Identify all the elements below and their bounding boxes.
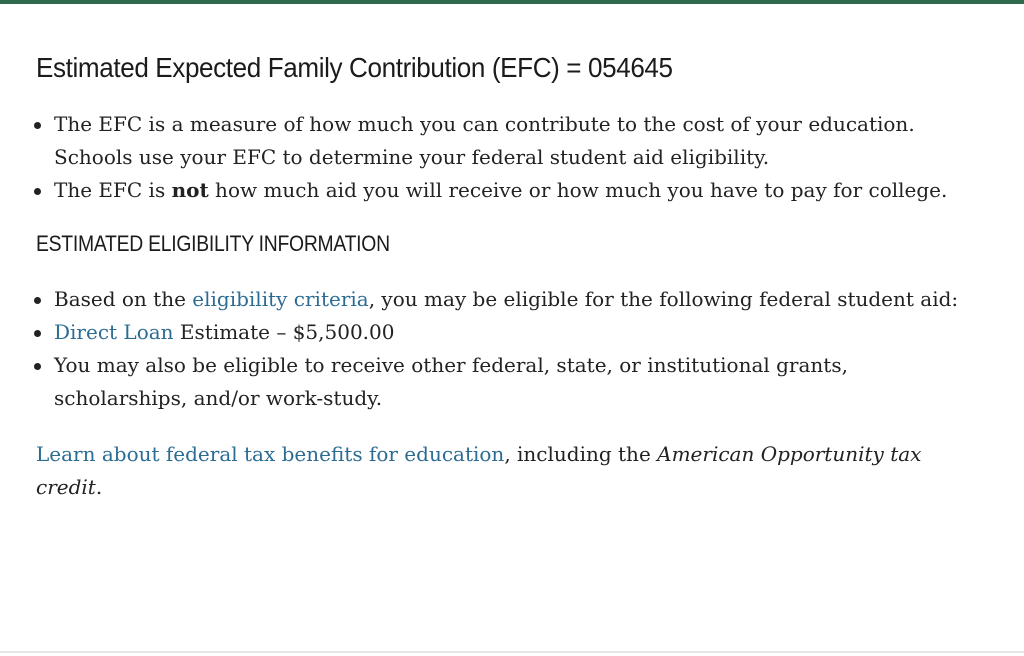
list-item xyxy=(54,316,986,349)
eligibility-heading: ESTIMATED ELIGIBILITY INFORMATION xyxy=(36,231,390,256)
bottom-divider xyxy=(0,651,1024,653)
direct-loan-link[interactable]: Direct Loan xyxy=(54,320,174,344)
aotc-italic: American Opportunity tax credit xyxy=(36,442,922,499)
eligibility-post: , you may be eligible for the following federal student aid: xyxy=(368,287,959,311)
efc-not-post: how much aid you will receive or how much you have to pay for college. xyxy=(208,178,948,202)
efc-info-list xyxy=(0,108,986,207)
tax-benefits-text1: , including the xyxy=(504,442,658,466)
direct-loan-estimate: Estimate – $5,500.00 xyxy=(173,320,395,344)
list-item xyxy=(54,349,986,415)
tax-benefits-text2: . xyxy=(95,475,103,499)
tax-benefits-link[interactable]: Learn about federal tax benefits for education xyxy=(36,442,505,466)
results-content xyxy=(36,48,986,504)
list-item xyxy=(54,108,986,174)
eligibility-criteria-link[interactable]: eligibility criteria xyxy=(192,287,369,311)
eligibility-pre: Based on the xyxy=(54,287,193,311)
efc-not-pre: The EFC is xyxy=(54,178,172,202)
tax-benefits-paragraph xyxy=(36,438,986,504)
list-item xyxy=(54,283,986,316)
eligibility-heading-wrap xyxy=(36,229,986,259)
efc-measure-text: The EFC is a measure of how much you can contribute to the cost of your education. Schools use your EFC to determine your federal student aid eligibility. xyxy=(54,112,915,169)
eligibility-list xyxy=(0,283,986,415)
top-accent-bar xyxy=(0,0,1024,4)
other-aid-text: You may also be eligible to receive other federal, state, or institutional grants, scholarships, and/or work-study. xyxy=(54,353,848,410)
list-item xyxy=(54,174,986,207)
efc-heading: Estimated Expected Family Contribution (EFC) = 054645 xyxy=(36,52,673,83)
efc-not-bold: not xyxy=(171,178,209,202)
